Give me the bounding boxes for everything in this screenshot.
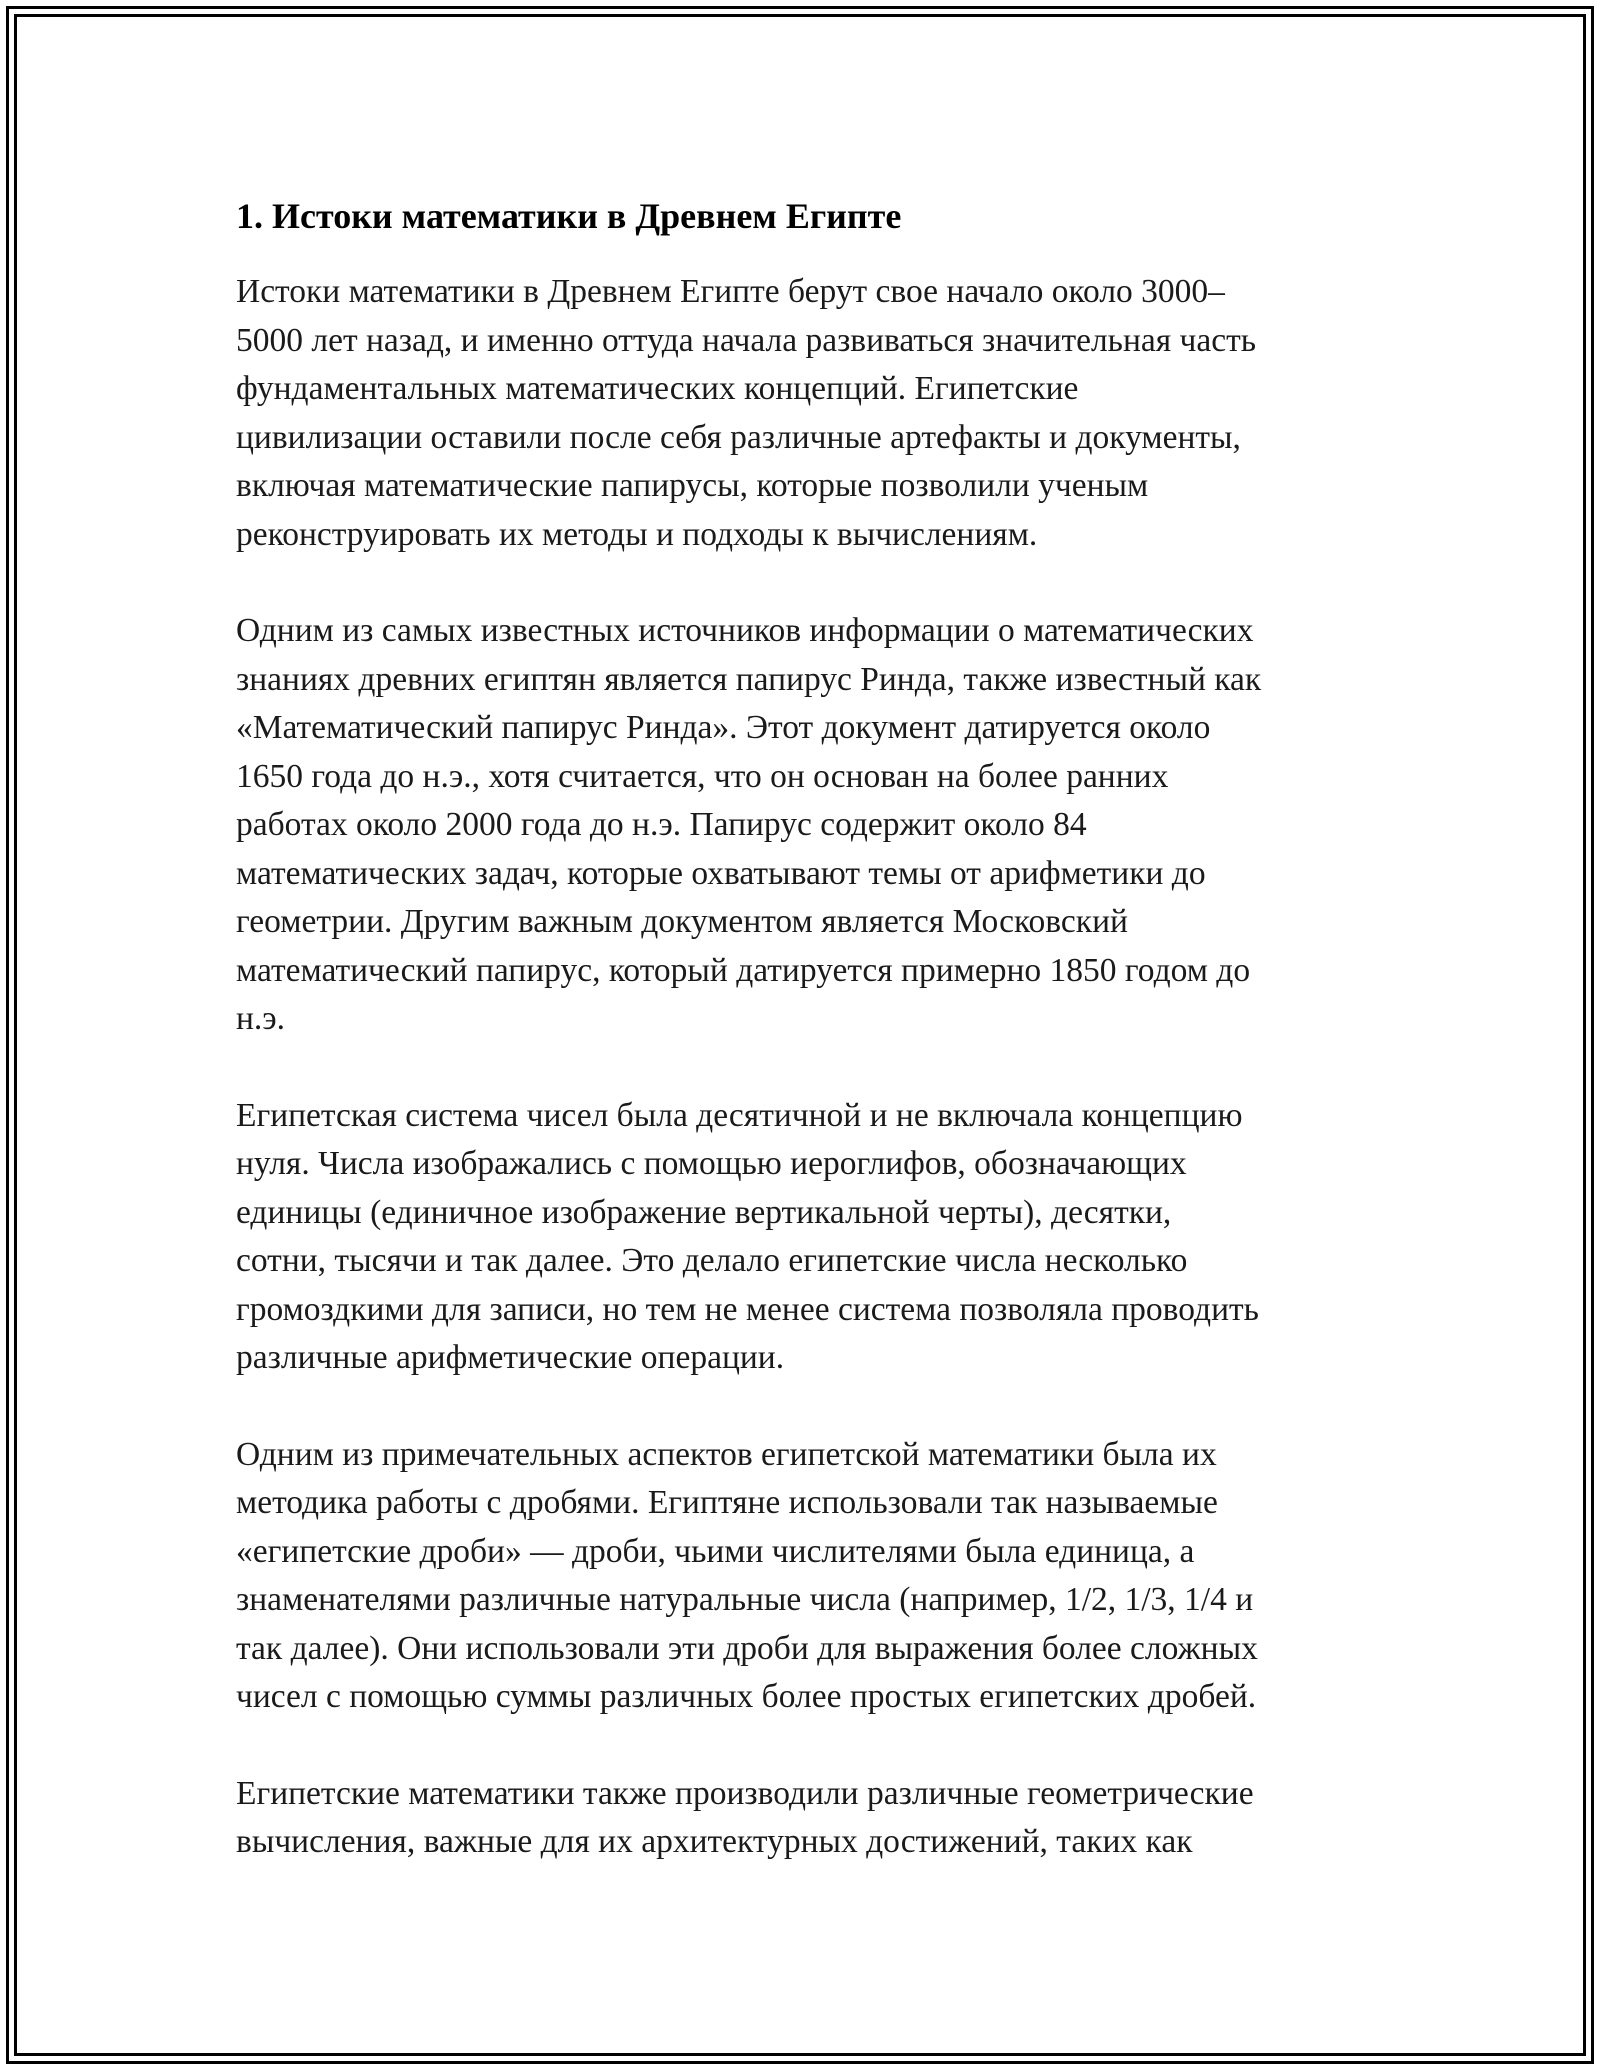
text-line: различные арифметические операции. — [236, 1339, 785, 1376]
text-line: включая математические папирусы, которые позволили ученым — [236, 467, 1149, 504]
section-heading: 1. Истоки математики в Древнем Египте — [236, 196, 902, 236]
text-line: знаниях древних египтян является папирус Ринда, также известный как — [236, 660, 1262, 698]
paragraph-3 — [236, 1092, 1376, 1383]
text-line: н.э. — [236, 1000, 286, 1037]
text-line: «Математический папирус Ринда». Этот документ датируется около — [236, 709, 1211, 746]
text-line: чисел с помощью суммы различных более простых египетских дробей. — [236, 1678, 1257, 1715]
text-line: Одним из самых известных источников информации о математических — [236, 612, 1254, 649]
text-line: Истоки математики в Древнем Египте берут свое начало около 3000– — [236, 273, 1225, 310]
text-line: математический папирус, который датируется примерно 1850 годом до — [236, 951, 1251, 989]
paragraph-1 — [236, 268, 1376, 559]
text-line: громоздкими для записи, но тем не менее система позволяла проводить — [236, 1290, 1259, 1328]
text-line: вычисления, важные для их архитектурных достижений, таких как — [236, 1823, 1193, 1860]
text-line: Египетская система чисел была десятичной и не включала концепцию — [236, 1096, 1243, 1134]
text-line: «египетские дроби» — дроби, чьими числителями была единица, а — [236, 1532, 1195, 1570]
paragraph-5 — [236, 1770, 1376, 1867]
text-line: Египетские математики также производили различные геометрические — [236, 1774, 1254, 1812]
text-line: методика работы с дробями. Египтяне использовали так называемые — [236, 1484, 1218, 1521]
text-line: реконструировать их методы и подходы к вычислениям. — [236, 515, 1038, 553]
text-line: сотни, тысячи и так далее. Это делало египетские числа несколько — [236, 1242, 1188, 1279]
text-line: единицы (единичное изображение вертикальной черты), десятки, — [236, 1193, 1172, 1231]
paragraph-2 — [236, 607, 1376, 1044]
text-line: так далее). Они использовали эти дроби для выражения более сложных — [236, 1629, 1258, 1667]
text-line: цивилизации оставили после себя различные артефакты и документы, — [236, 418, 1241, 456]
text-line: работах около 2000 года до н.э. Папирус содержит около 84 — [236, 806, 1087, 843]
text-line: 5000 лет назад, и именно оттуда начала развиваться значительная часть — [236, 321, 1257, 359]
text-line: фундаментальных математических концепций. Египетские — [236, 370, 1079, 407]
text-line: геометрии. Другим важным документом является Московский — [236, 903, 1128, 940]
text-line: нуля. Числа изображались с помощью иероглифов, обозначающих — [236, 1145, 1187, 1182]
text-line: 1650 года до н.э., хотя считается, что он основан на более ранних — [236, 757, 1169, 795]
paragraph-4 — [236, 1431, 1376, 1722]
text-line: математических задач, которые охватывают темы от арифметики до — [236, 854, 1206, 892]
text-line: знаменателями различные натуральные числа (например, 1/2, 1/3, 1/4 и — [236, 1581, 1254, 1618]
text-line: Одним из примечательных аспектов египетской математики была их — [236, 1435, 1217, 1473]
document-body — [236, 188, 1376, 1915]
